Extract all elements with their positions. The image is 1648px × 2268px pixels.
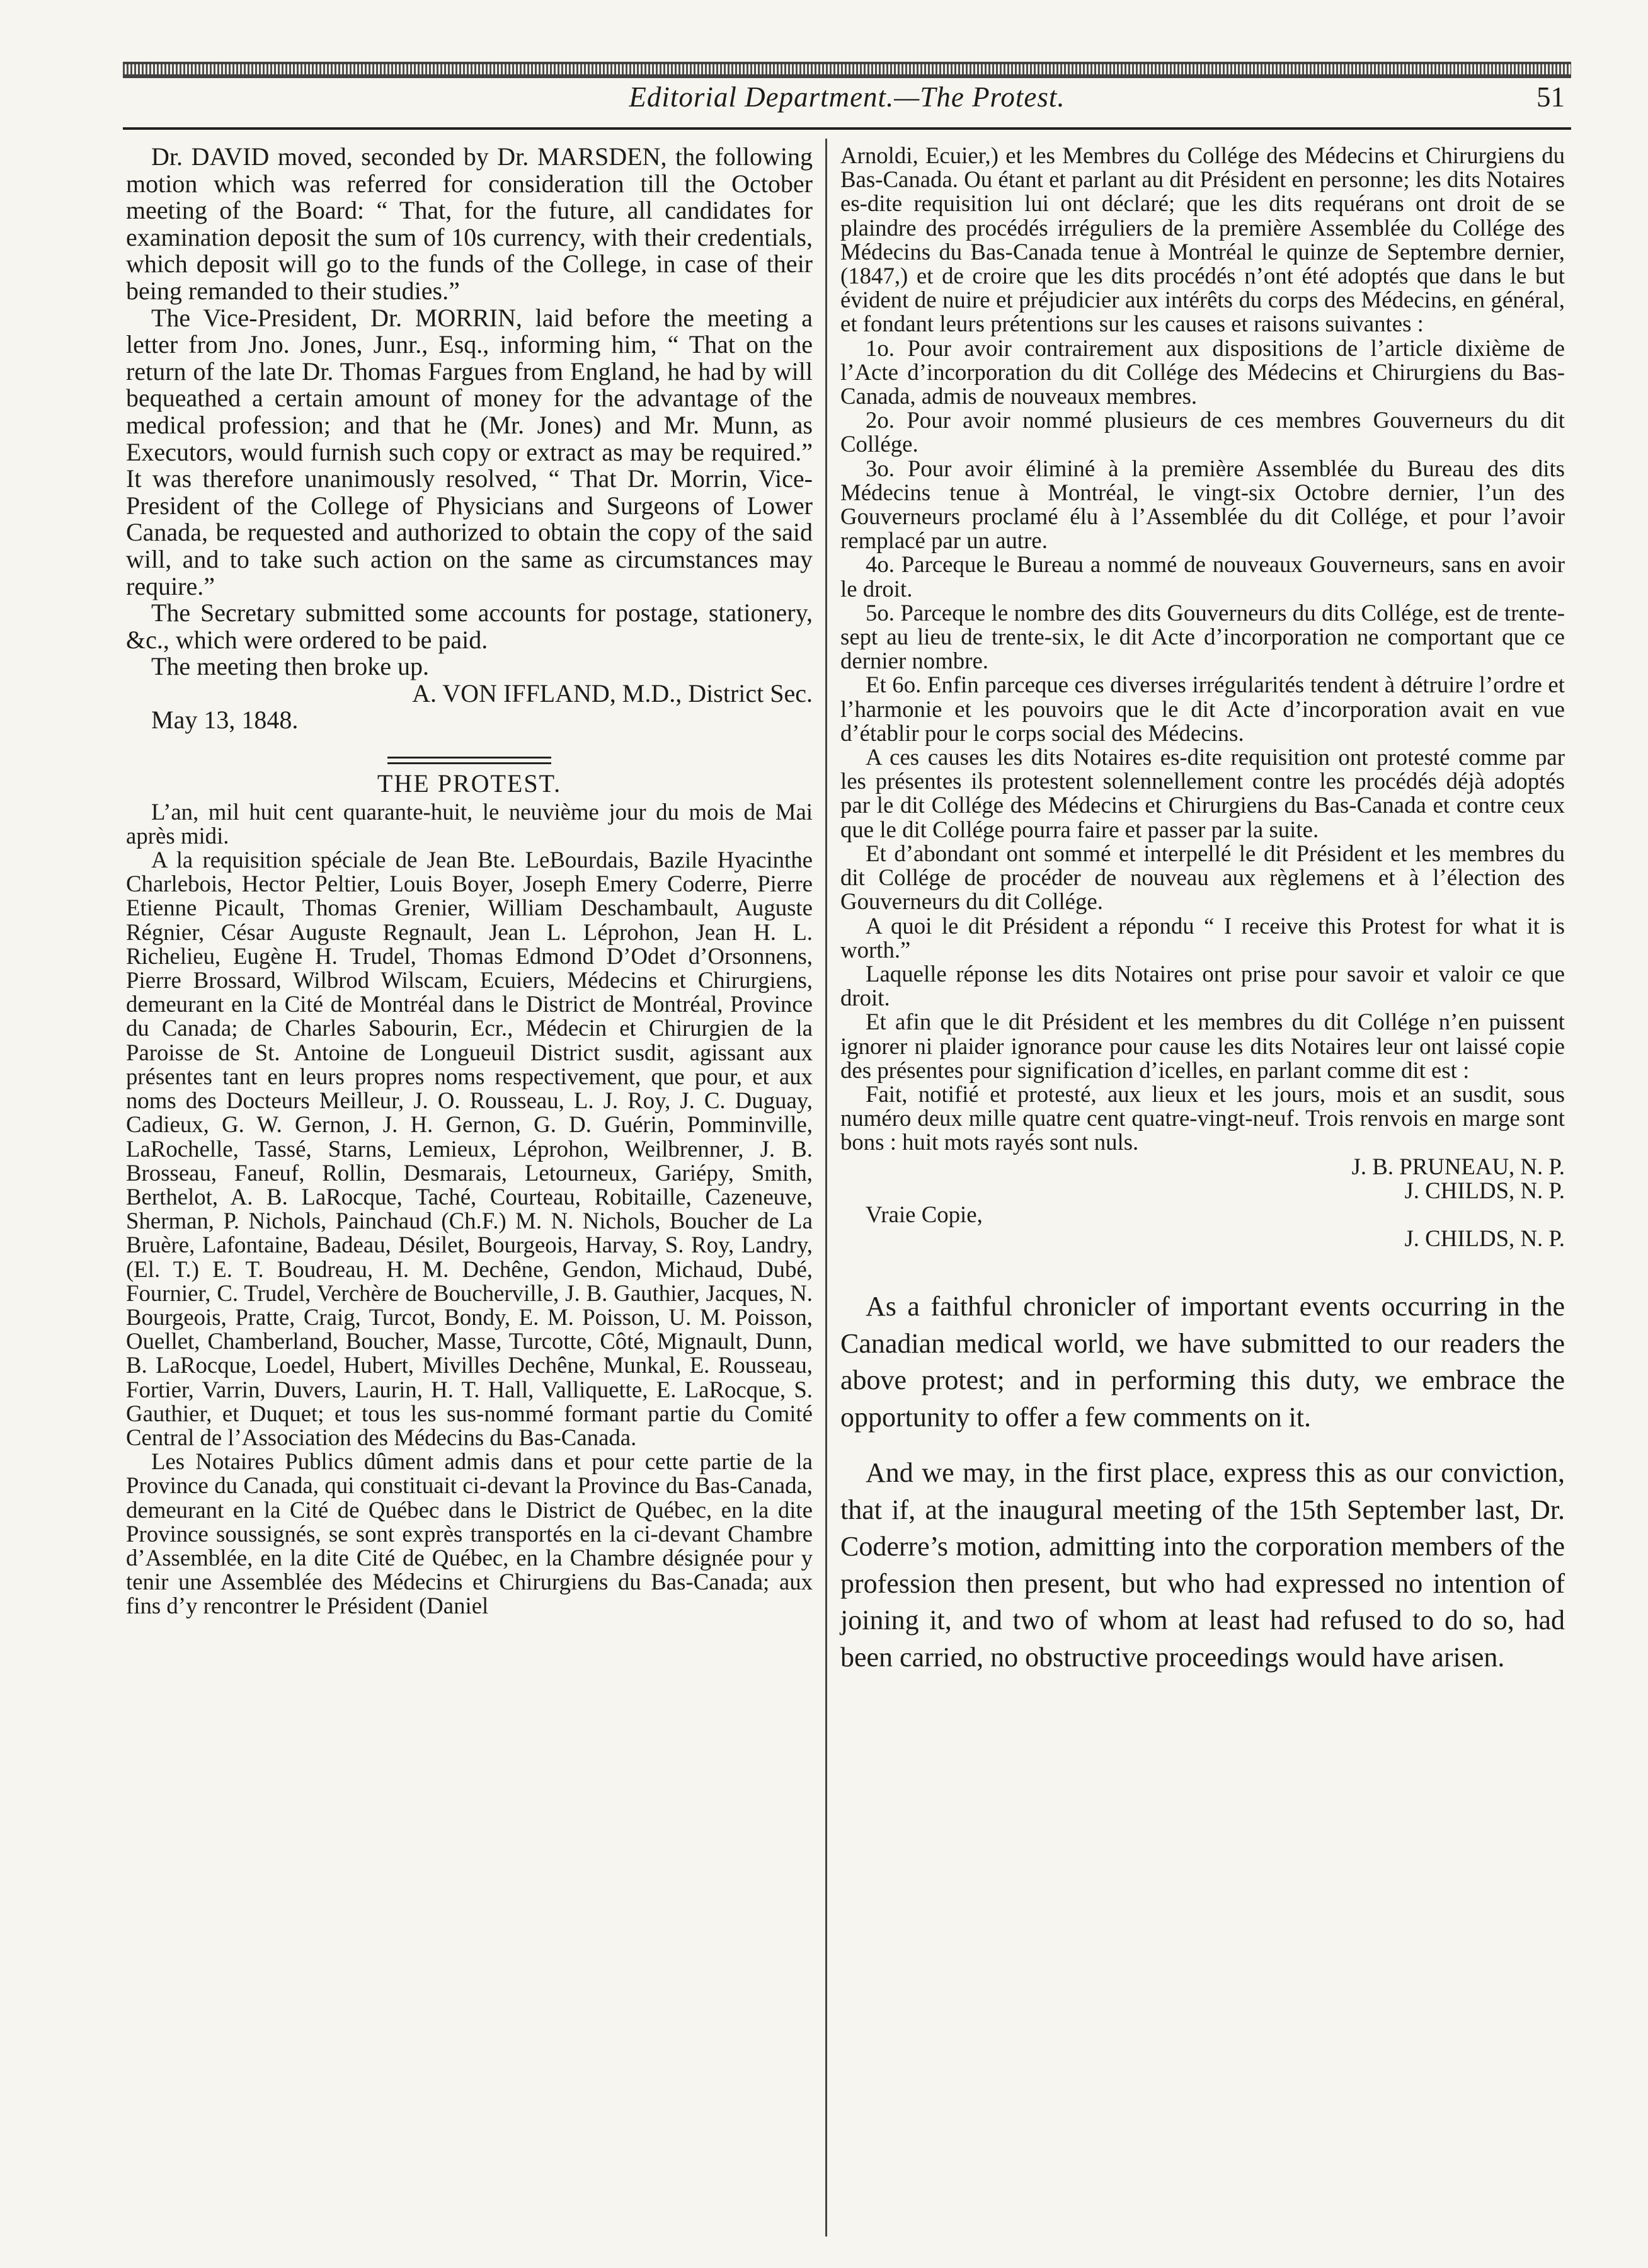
protest-item-5: 5o. Parceque le nombre des dits Gouverneurs du dits Collége, est de trente-sept au lieu de trente-six, le dit Acte d’incorporation ne comportant que ce dernier nombre. <box>840 599 1565 674</box>
page-number: 51 <box>1536 81 1565 113</box>
signature-pruneau: J. B. PRUNEAU, N. P. <box>1351 1153 1565 1179</box>
protest-paragraph-continued: Arnoldi, Ecuier,) et les Membres du Collége des Médecins et Chirurgiens du Bas-Canada. Ou étant et parlant au dit Président en personne; les dits Notaires es-dite requisition lui ont déclaré; que les dits requérans ont droit de se plaindre des procédés irréguliers de la première Assemblée du Collége des Médecins du Bas-Canada tenue à Montréal le quinze de Septembre dernier, (1847,) et de croire que les dits procédés n’ont été adoptés que dans le but évident de nuire et préjudicier aux intérêts du corps des Médecins, en général, et fondant leurs prétentions sur les causes et raisons suivantes : <box>840 142 1565 337</box>
protest-paragraph-laquelle: Laquelle réponse les dits Notaires ont prise pour savoir et valoir ce que droit. <box>840 960 1565 1011</box>
protest-paragraph-notaires: Les Notaires Publics dûment admis dans et pour cette partie de la Province du Canada, qui constituait ci-devant la Province du Bas-Canada, demeurant en la Cité de Québec dans le District de Québec, en la dite Province soussignés, se sont exprès transportés en la ci-devant Chambre d’Assemblée, en la dite Cité de Québec, en la Chambre désignée pour y tenir une Assemblée des Médecins et Chirurgiens du Bas-Canada; aux fins d’y rencontrer le Président (Daniel <box>126 1448 813 1619</box>
header-rule <box>123 62 1571 78</box>
protest-paragraph-fait: Fait, notifié et protesté, aux lieux et les jours, mois et an susdit, sous numéro deux mille quatre cent quatre-vingt-neuf. Trois renvois en marge sont bons : huit mots rayés sont nuls. <box>840 1080 1565 1155</box>
protest-paragraph-copie: Et afin que le dit Président et les membres du dit Collége n’en puissent ignorer ni plaider ignorance pour cause les dits Notaires leur ont laissé copie des présentes pour signification d’icelles, en parlant comme dit est : <box>840 1009 1565 1083</box>
signature-district-sec: A. VON IFFLAND, M.D., District Sec. <box>412 679 813 707</box>
section-rule <box>387 757 551 764</box>
paragraph-david-motion: Dr. DAVID moved, seconded by Dr. MARSDEN, the following motion which was referred for consideration till the October meeting of the Board: “ That, for the future, all candidates for examination deposit the sum of 10s currency, with their credentials, which deposit will go to the funds of the College, in case of their being remanded to their studies.” <box>126 142 813 305</box>
protest-item-3: 3o. Pour avoir éliminé à la première Assemblée du Bureau des dits Médecins tenue à Montréal, le vingt-six Octobre dernier, l’un des Gouverneurs proclamé élu à l’Assemblée du dit Collége, et pour l’avoir remplacé par un autre. <box>840 455 1565 554</box>
running-header <box>123 77 1571 130</box>
protest-text <box>126 800 813 1618</box>
editorial-commentary <box>840 1288 1565 1676</box>
paragraph-morrin-letter: The Vice-President, Dr. MORRIN, laid before the meeting a letter from Jno. Jones, Junr., Esq., informing him, “ That on the return of the late Dr. Thomas Fargues from England, he had by will bequeathed a certain amount of money for the advantage of the medical profession; and that he (Mr. Jones) and Mr. Munn, as Executors, would furnish such copy or extract as may be required.” It was therefore unanimously resolved, “ That Dr. Morrin, Vice-President of the College of Physicians and Surgeons of Lower Canada, be requested and authorized to obtain the copy of the said will, and to take such action on the same as circumstances may require.” <box>126 303 813 600</box>
column-divider <box>825 139 827 2236</box>
protest-paragraph-reponse: A quoi le dit Président a répondu “ I receive this Protest for what it is worth.” <box>840 912 1565 963</box>
running-title: Editorial Department.—The Protest. <box>629 81 1065 113</box>
right-column <box>840 144 1565 1695</box>
signature-childs-copy: J. CHILDS, N. P. <box>1404 1225 1565 1252</box>
editorial-paragraph-2: And we may, in the first place, express this as our conviction, that if, at the inaugural meeting of the 15th September last, Dr. Coderre’s motion, admitting into the corporation members of the profession then present, but who had expressed no intention of joining it, and two of whom at least had refused to do so, had been carried, no obstructive proceedings would have arisen. <box>840 1457 1565 1673</box>
protest-paragraph-causes: A ces causes les dits Notaires es-dite requisition ont protesté comme par les présentes ils protestent solennellement contre les procédés déjà adoptés par le dit Collége des Médecins et Chirurgiens du Bas-Canada et contre ceux que le dit Collége pourra faire et passer par la suite. <box>840 744 1565 842</box>
signature-childs: J. CHILDS, N. P. <box>1404 1177 1565 1203</box>
paragraph-accounts: The Secretary submitted some accounts for postage, stationery, &c., which were ordered to be paid. <box>126 598 813 654</box>
protest-text-continued <box>840 144 1565 1251</box>
protest-item-6: Et 6o. Enfin parceque ces diverses irrégularités tendent à détruire l’ordre et l’harmonie et les pouvoirs que le dit Acte d’incorporation avait en vue d’établir pour le corps social des Médecins. <box>840 672 1565 746</box>
protest-paragraph-date: L’an, mil huit cent quarante-huit, le neuvième jour du mois de Mai après midi. <box>126 798 813 849</box>
editorial-paragraph-1: As a faithful chronicler of important events occurring in the Canadian medical world, we have submitted to our readers the above protest; and in performing this duty, we embrace the opportunity to offer a few comments on it. <box>840 1291 1565 1433</box>
section-title: THE PROTEST. <box>377 769 562 798</box>
protest-paragraph-requisition: A la requisition spéciale de Jean Bte. LeBourdais, Bazile Hyacinthe Charlebois, Hector Peltier, Louis Boyer, Joseph Emery Coderre, Pierre Etienne Picault, Thomas Grenier, William Deschambault, Auguste Régnier, César Auguste Regnault, Jean L. Léprohon, Jean H. L. Richelieu, Eugène H. Trudel, Thomas Edmond D’Odet d’Orsonnens, Pierre Brossard, Wilbrod Wilscam, Ecuiers, Médecins et Chirurgiens, demeurant en la Cité de Montréal dans le District de Montréal, Province du Canada; de Charles Sabourin, Ecr., Médecin et Chirurgien de la Paroisse de St. Antoine de Longueuil District susdit, agissant aux présentes tant en leurs propres noms respectivement, que pour, et aux noms des Docteurs Meilleur, J. O. Rousseau, L. J. Roy, J. C. Duguay, Cadieux, G. W. Gernon, J. H. Gernon, G. D. Guérin, Pomminville, LaRochelle, Tassé, Starns, Lemieux, Léprohon, Weilbrenner, J. B. Brosseau, Faneuf, Rollin, Desmarais, Letourneux, Gariépy, Smith, Berthelot, A. B. LaRocque, Taché, Courteau, Robitaille, Cazeneuve, Sherman, P. Nichols, Painchaud (Ch.F.) M. N. Nichols, Boucher de La Bruère, Lafontaine, Badeau, Désilet, Bourgeois, Harvay, S. Roy, Landry, (El. T.) E. T. Boudreau, H. M. Dechêne, Gendon, Michaud, Dubé, Fournier, C. Trudel, Verchère de Boucherville, J. B. Gauthier, Jacques, N. Bourgeois, Pratte, Craig, Turcot, Bondy, E. M. Poisson, U. M. Poisson, Ouellet, Chamberland, Boucher, Masse, Turcotte, Côté, Mignault, Dunn, B. LaRocque, Loedel, Hubert, Mivilles Dechêne, Munkal, E. Rousseau, Fortier, Varrin, Duvers, Laurin, H. T. Hall, Valliquette, E. LaRocque, S. Gauthier, et Duquet; et tous les sus-nommé formant partie du Comité Central de l’Association des Médecins du Bas-Canada. <box>126 847 813 1450</box>
paragraph-meeting-end: The meeting then broke up. <box>151 652 429 681</box>
protest-paragraph-sommation: Et d’abondant ont sommé et interpellé le dit Président et les membres du dit Collége de procéder de nouveau aux règlemens et à l’élection des Gouverneurs du dit Collége. <box>840 840 1565 915</box>
vraie-copie: Vraie Copie, <box>866 1201 983 1227</box>
date-line: May 13, 1848. <box>151 706 299 735</box>
left-column <box>126 144 813 1618</box>
protest-item-4: 4o. Parceque le Bureau a nommé de nouveaux Gouverneurs, sans en avoir le droit. <box>840 551 1565 602</box>
protest-item-1: 1o. Pour avoir contrairement aux dispositions de l’article dixième de l’Acte d’incorporation du dit Collége des Médecins et Chirurgiens du Bas-Canada, admis de nouveaux membres. <box>840 335 1565 410</box>
protest-item-2: 2o. Pour avoir nommé plusieurs de ces membres Gouverneurs du dit Collége. <box>840 407 1565 457</box>
